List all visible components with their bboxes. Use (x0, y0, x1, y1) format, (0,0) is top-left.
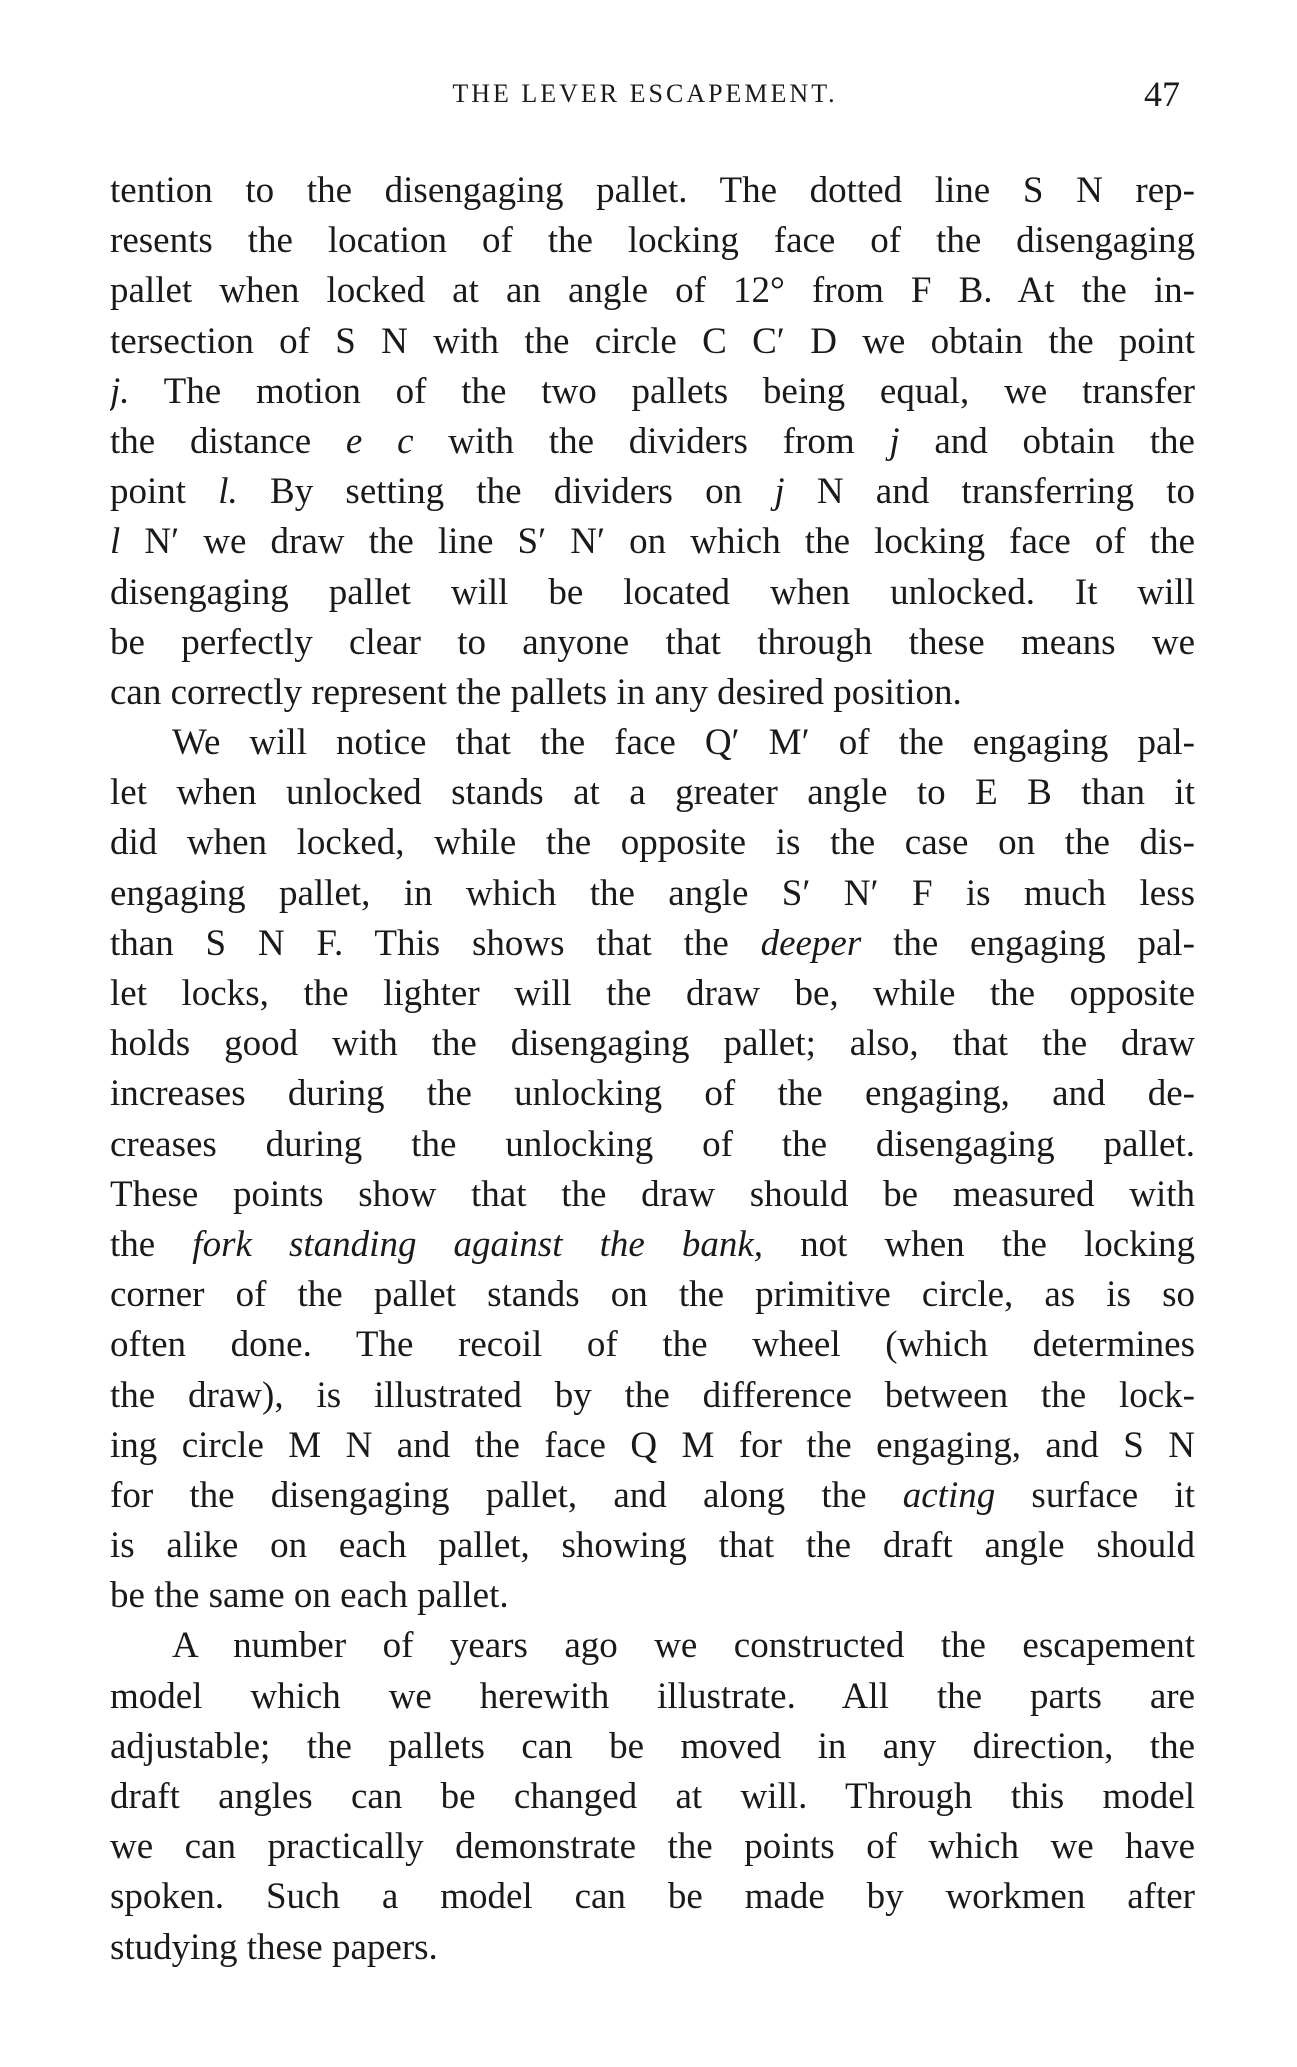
text-line: did when locked, while the opposite is the case on the dis- (110, 822, 1195, 864)
paragraph-2 (110, 718, 1195, 1621)
text-line: draft angles can be changed at will. Through this model (110, 1776, 1195, 1817)
body-text (110, 166, 1195, 1973)
text-line: point l. By setting the dividers on j N and transferring to (110, 471, 1195, 513)
text-line: is alike on each pallet, showing that the draft angle should (110, 1525, 1195, 1567)
text-line: j. The motion of the two pallets being equal, we transfer (110, 370, 1195, 412)
text-line: tersection of S N with the circle C C′ D we obtain the point (110, 320, 1195, 362)
text-line: pallet when locked at an angle of 12° from F B. At the in- (110, 270, 1195, 312)
text-line: be perfectly clear to anyone that through these means we (110, 621, 1195, 663)
text-line: than S N F. This shows that the deeper the engaging pal- (110, 922, 1195, 964)
text-line: we can practically demonstrate the points of which we have (110, 1826, 1195, 1868)
text-line: engaging pallet, in which the angle S′ N′ F is much less (110, 872, 1195, 914)
text-line: tention to the disengaging pallet. The dotted line S N rep- (110, 170, 1195, 211)
text-line: increases during the unlocking of the engaging, and de- (110, 1073, 1195, 1115)
text-line: These points show that the draw should be measured with (110, 1173, 1195, 1215)
text-line: let locks, the lighter will the draw be, while the opposite (110, 973, 1195, 1014)
text-line: We will notice that the face Q′ M′ of the engaging pal- (172, 722, 1195, 764)
text-line: often done. The recoil of the wheel (which determines (110, 1324, 1195, 1366)
text-line: spoken. Such a model can be made by workmen after (110, 1876, 1195, 1918)
text-line: disengaging pallet will be located when unlocked. It will (110, 571, 1195, 613)
text-line: resents the location of the locking face of the disengaging (110, 220, 1195, 262)
text-line: holds good with the disengaging pallet; also, that the draw (110, 1023, 1195, 1065)
text-line: the draw), is illustrated by the difference between the lock- (110, 1374, 1195, 1416)
paragraph-3 (110, 1621, 1195, 1972)
text-line: the distance e c with the dividers from j and obtain the (110, 420, 1195, 462)
paragraph-1 (110, 166, 1195, 718)
text-line: adjustable; the pallets can be moved in any direction, the (110, 1725, 1195, 1767)
page-number: 47 (1144, 74, 1180, 114)
text-line: can correctly represent the pallets in any desired position. (110, 671, 962, 713)
text-line: ing circle M N and the face Q M for the engaging, and S N (110, 1424, 1195, 1466)
text-line: let when unlocked stands at a greater angle to E B than it (110, 772, 1195, 814)
text-line: l N′ we draw the line S′ N′ on which the locking face of the (110, 521, 1195, 563)
text-line: the fork standing against the bank, not when the locking (110, 1223, 1195, 1265)
text-line: for the disengaging pallet, and along the acting surface it (110, 1474, 1195, 1516)
text-line: be the same on each pallet. (110, 1575, 509, 1617)
running-title: THE LEVER ESCAPEMENT. (452, 79, 838, 108)
running-header (110, 74, 1180, 124)
text-line: studying these papers. (110, 1926, 438, 1968)
text-line: creases during the unlocking of the disengaging pallet. (110, 1123, 1195, 1165)
text-line: A number of years ago we constructed the escapement (172, 1625, 1195, 1667)
text-line: model which we herewith illustrate. All the parts are (110, 1675, 1195, 1717)
text-line: corner of the pallet stands on the primitive circle, as is so (110, 1274, 1195, 1316)
